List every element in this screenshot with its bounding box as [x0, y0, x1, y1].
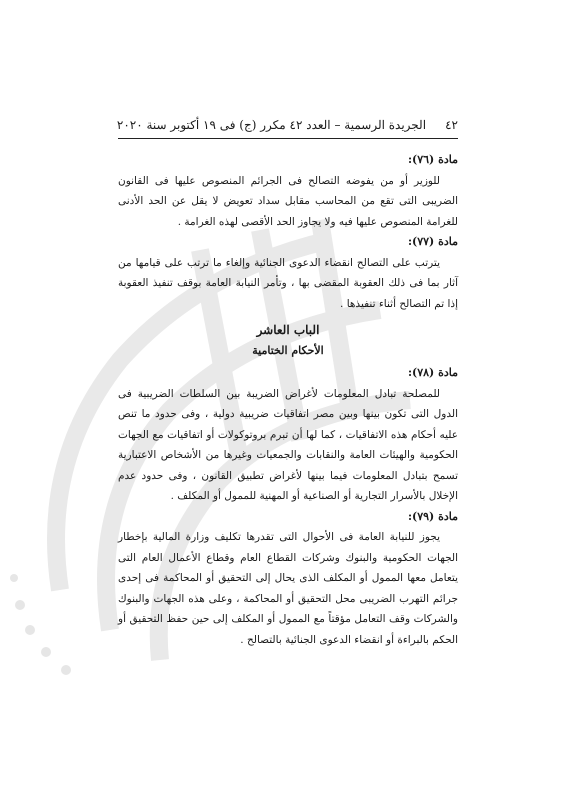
article-76	[118, 150, 458, 232]
article-paragraph: يترتب على التصالح انقضاء الدعوى الجنائية وإلغاء ما ترتب على قيامها من آثار بما فى ذلك العقوبة المقضى بها ، وتأمر النيابة العامة بوقف تنفيذ العقوبة إذا تم التصالح أثناء تنفيذها .	[118, 256, 458, 310]
chapter-subtitle: الأحكام الختامية	[252, 343, 324, 357]
article-paragraph: للمصلحة تبادل المعلومات لأغراض الضريبة بين السلطات الضريبية فى الدول التى تكون بينها وبين مصر اتفاقيات ضريبية دولية ، وفى حدود ما تنص عليه أحكام هذه الاتفاقيات ، كما لها أن تبرم بروتوكولات أو اتفاقيات مع الجهات الحكومية والهيئات العامة والنقابات والجمعيات وغيرها من الأشخاص الاعتبارية تسمح بتبادل المعلومات فيما بينها لأغراض تطبيق القانون ، وفى حدود عدم الإخلال بالأسرار التجارية أو الصناعية أو المهنية للممول أو المكلف .	[118, 387, 458, 502]
page-header	[118, 118, 458, 139]
article-heading: مادة (٧٨):	[407, 366, 458, 379]
article-heading: مادة (٧٩):	[407, 509, 458, 523]
running-title: الجريدة الرسمية – العدد ٤٢ مكرر (ج) فى ١٩ أكتوبر سنة ٢٠٢٠	[116, 118, 427, 132]
page-number: ٤٢	[445, 118, 458, 132]
article-79	[118, 507, 458, 651]
article-paragraph: للوزير أو من يفوضه التصالح فى الجرائم المنصوص عليها فى القانون الضريبى التى تقع من المحاسب مقابل سداد تعويض لا يقل عن الحد الأدنى للغرامة المنصوص عليها فيه ولا يجاوز الحد الأقصى لهذه الغرامة .	[118, 174, 458, 228]
article-77	[118, 232, 458, 314]
article-heading: مادة (٧٧):	[407, 235, 458, 248]
article-heading: مادة (٧٦):	[407, 153, 458, 166]
chapter-title: الباب العاشر	[256, 323, 320, 337]
article-78	[118, 363, 458, 507]
article-paragraph: يجوز للنيابة العامة فى الأحوال التى تقدرها تكليف وزارة المالية بإخطار الجهات الحكومية والبنوك وشركات القطاع العام وقطاع الأعمال العام التى يتعامل معها الممول أو المكلف الذى يحال إلى التحقيق أو المحاكمة فى إحدى جرائم التهرب الضريبى محل التحقيق أو المحاكمة ، وعلى هذه الجهات والبنوك والشركات وقف التعامل مؤقتاً مع الممول أو المكلف إلى حين حفظ التحقيق أو الحكم بالبراءة أو انقضاء الدعوى الجنائية بالتصالح .	[118, 531, 458, 646]
document-body	[118, 150, 458, 650]
